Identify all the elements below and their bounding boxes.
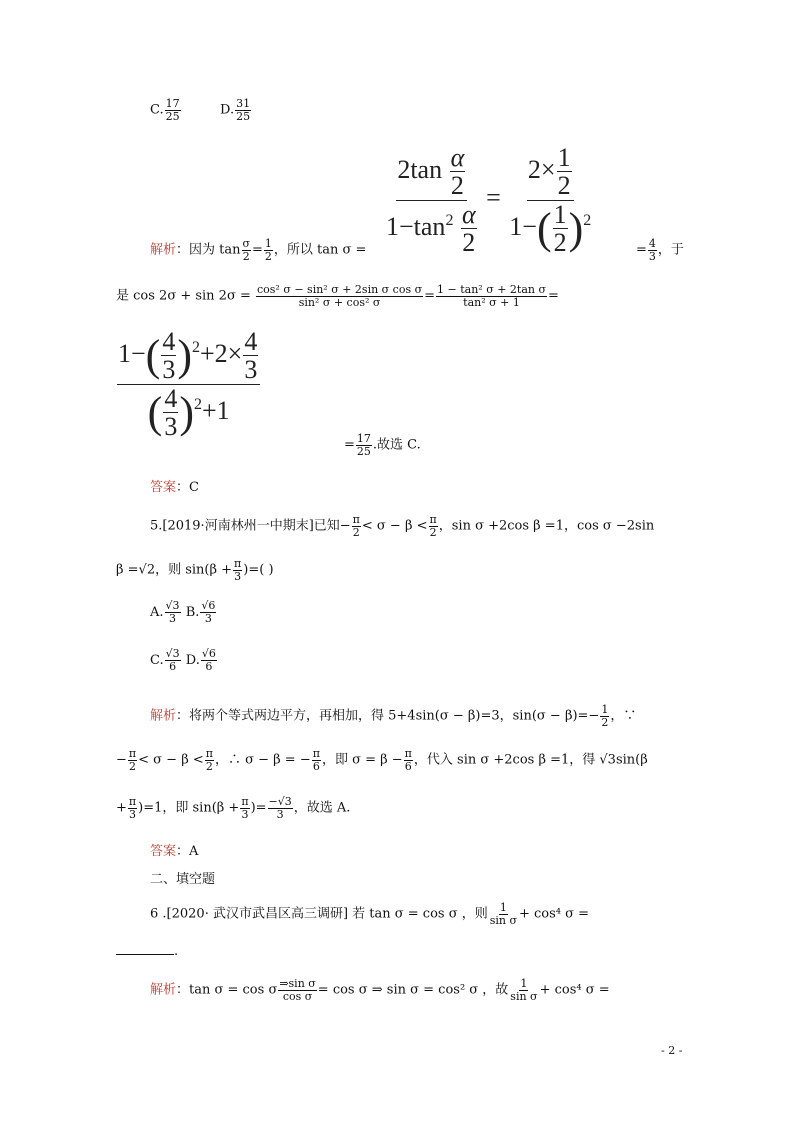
answer-label: 答案 <box>150 844 177 859</box>
question-5-options-ab <box>150 600 217 624</box>
answer-label: 答案 <box>150 480 177 495</box>
option-d: D. $\frac{√6}{6}$ <box>185 647 216 673</box>
analysis-label: 解析 <box>150 708 177 724</box>
prev-option-c: C. $\frac{17}{25}$ <box>150 97 180 123</box>
analysis-2-line-3: + $\frac{\pi}{3}$ )=1，即 sin(β + $\frac{\pi}{3}$ )= $\frac{-√3}{3}$ ，故选 A. <box>116 795 351 821</box>
option-a: A. $\frac{√3}{3}$ <box>150 599 180 625</box>
formula-image-2: 1−( $\frac{4}{3}$ )$^2$+2× $\frac{4}{3}$ ( $\frac{4}{3}$ )$^2$+1 <box>116 328 261 440</box>
analysis-3: 解析：tan σ = cos σ $\frac{\text{⇒sin σ}}{\text{cos σ}}$ = cos σ ⇒ sin σ = cos² σ ，故 $\frac{1}{\text{sin σ}}$ + cos⁴ σ = <box>150 977 610 1003</box>
analysis-1-end: = $\frac{4}{3}$ ，于 <box>636 237 684 263</box>
prev-option-d: D. $\frac{31}{25}$ <box>220 97 251 123</box>
answer-2: 答案：A <box>150 844 199 859</box>
formula-image-1: 2tan $\frac{\alpha}{2}$ $1-\tan^2$ $\frac{\alpha}{2}$ = 2× $\frac{1}{2}$ 1−( $\frac{1}{2}$ )$^2$ <box>386 143 592 257</box>
answer-blank <box>116 942 174 955</box>
analysis-2-line-1: 解析：将两个等式两边平方，再相加，得 5+4sin(σ − β)=3，sin(σ − β)=− $\frac{1}{2}$ ，∵ <box>150 703 637 729</box>
question-5-line-2: β =√2，则 sin(β + $\frac{\pi}{3}$ )=( ) <box>116 557 274 583</box>
result-1: = $\frac{17}{25}$ .故选 C. <box>344 432 421 458</box>
option-c: C. $\frac{√3}{6}$ <box>150 647 180 673</box>
implies-arrow-icon: ⇒ <box>371 982 383 998</box>
analysis-1-line: 解析：因为 tan $\frac{\sigma}{2}$ = $\frac{1}{2}$ ，所以 tan σ = <box>150 237 367 263</box>
question-5-line-1: 5.[2019·河南林州一中期末]已知− $\frac{\pi}{2}$ < σ − β < $\frac{\pi}{2}$ ，sin σ +2cos β =1，cos σ −2sin <box>150 513 655 539</box>
implies-arrow-icon: ⇒ <box>279 977 289 990</box>
question-6-blank: . <box>116 942 178 959</box>
analysis-2-line-2: − $\frac{\pi}{2}$ < σ − β < $\frac{\pi}{2}$ ，∴ σ − β = − $\frac{\pi}{6}$ ，即 σ = β − $\frac{\pi}{6}$ ，代入 sin σ +2cos β =1，得 √3sin(β <box>116 747 648 773</box>
option-b: B. $\frac{√6}{3}$ <box>185 599 216 625</box>
answer-1: 答案：C <box>150 480 199 495</box>
page-number: - 2 - <box>661 1044 683 1057</box>
question-6: 6 .[2020· 武汉市武昌区高三调研] 若 tan σ = cos σ ，则 $\frac{1}{\text{sin σ}}$ + cos⁴ σ = <box>150 901 590 927</box>
question-5-options-cd <box>150 648 218 672</box>
analysis-label: 解析 <box>150 242 177 258</box>
analysis-1-line-2: 是 cos 2σ + sin 2σ = $\frac{\text{cos² σ − sin² σ + 2sin σ cos σ}}{\text{sin² σ + cos² σ}}$ = $\frac{\text{1 − tan² σ + 2tan σ}}{\text{tan² σ + 1}}$ = <box>116 283 559 309</box>
analysis-label: 解析 <box>150 982 177 998</box>
section-title: 二、填空题 <box>150 872 216 887</box>
